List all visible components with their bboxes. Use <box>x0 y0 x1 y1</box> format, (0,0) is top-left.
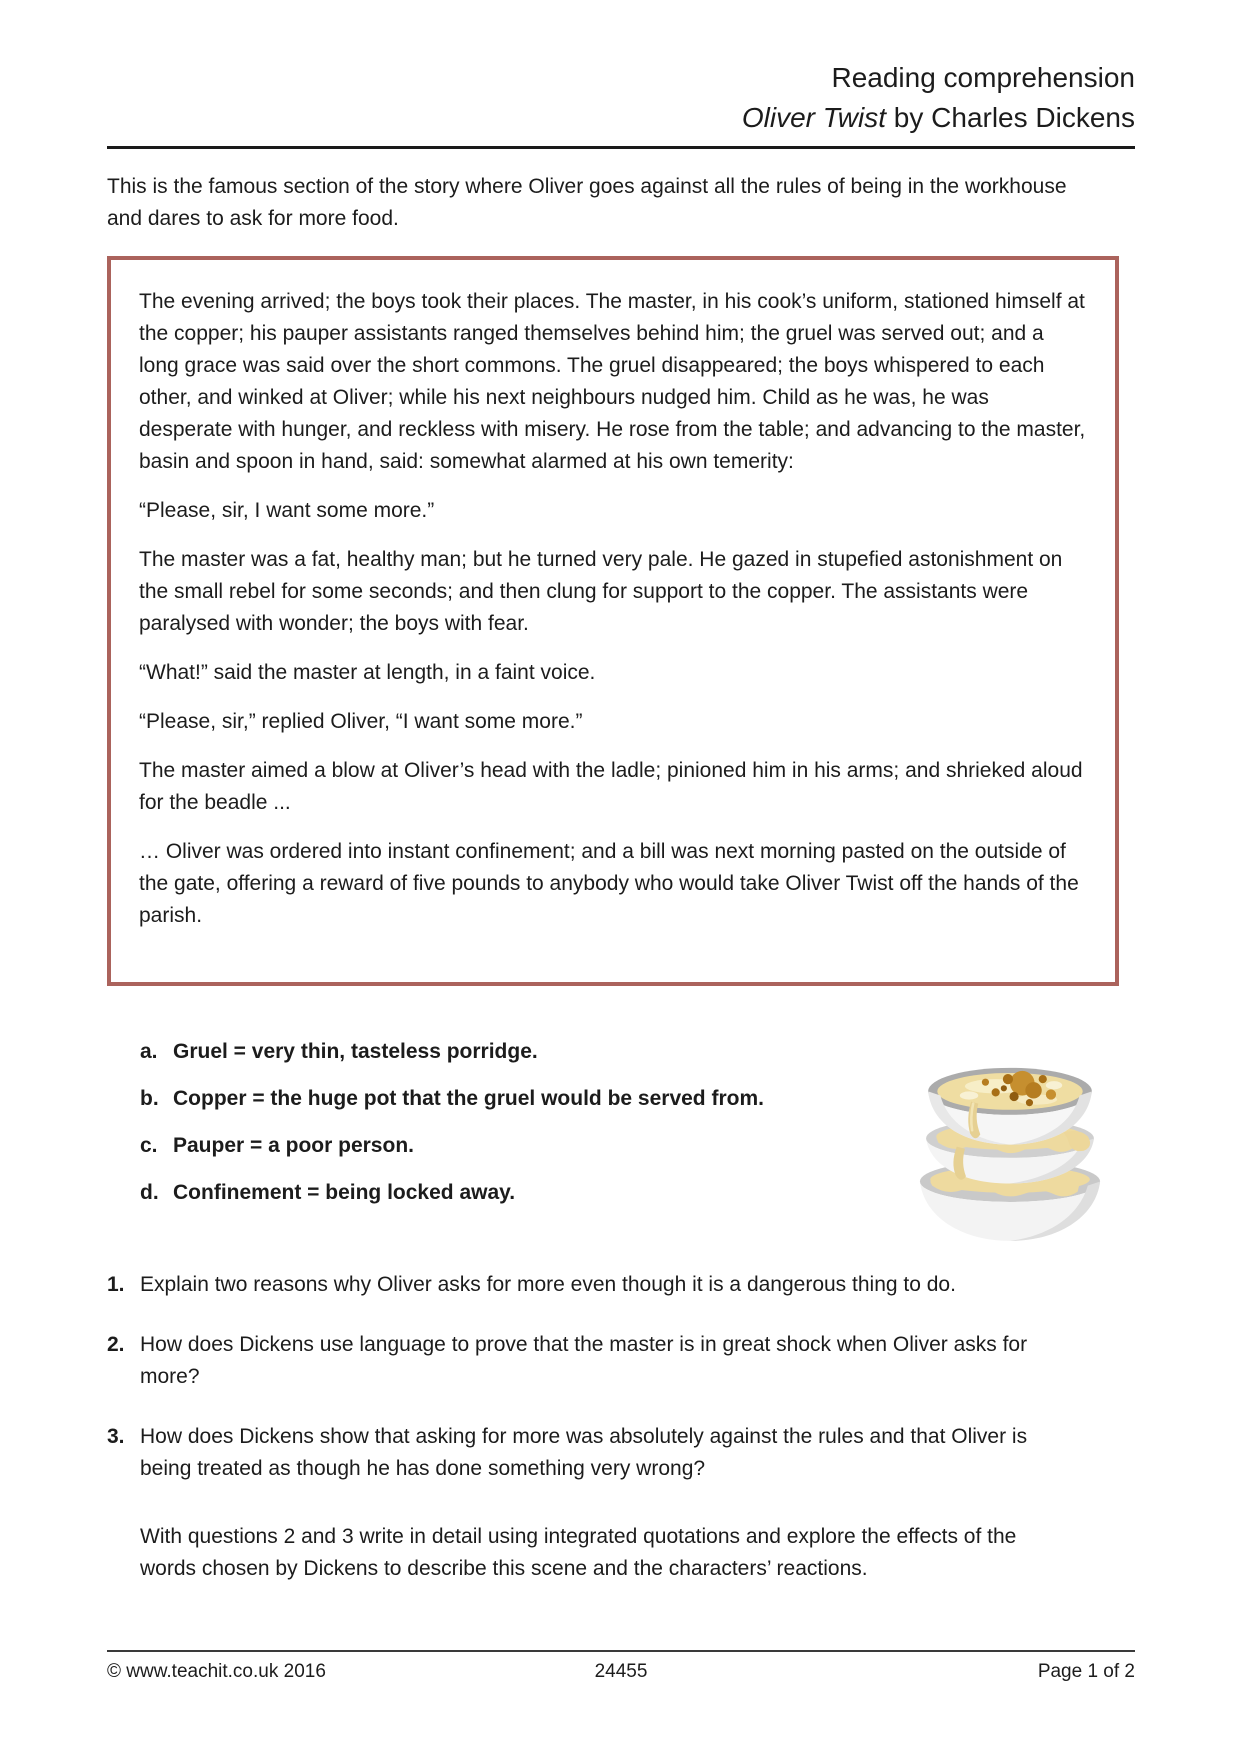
document-header <box>107 0 1135 149</box>
extract-paragraph: The master was a fat, healthy man; but he turned very pale. He gazed in stupefied astonishment on the small rebel for some seconds; and then clung for support to the copper. The assistants were paralysed with wonder; the boys with fear. <box>139 548 1063 635</box>
vocabulary-item <box>107 1083 807 1115</box>
question-number: 3. <box>107 1425 125 1448</box>
vocab-letter: b. <box>140 1087 159 1110</box>
question-item <box>107 1269 1135 1301</box>
vocabulary-list <box>107 1036 807 1209</box>
question-number: 1. <box>107 1273 125 1296</box>
vocabulary-item <box>107 1130 807 1162</box>
question-item <box>107 1421 1135 1485</box>
page-content <box>107 0 1136 1682</box>
book-title: Oliver Twist <box>741 102 887 133</box>
intro-paragraph: This is the famous section of the story where Oliver goes against all the rules of being in the workhouse and dares to ask for more food. <box>107 175 1067 230</box>
vocab-definition: Copper = the huge pot that the gruel would be served from. <box>173 1087 764 1110</box>
question-number: 2. <box>107 1333 125 1356</box>
footer-copyright: © www.teachit.co.uk 2016 <box>107 1661 326 1682</box>
page-title: Reading comprehension <box>831 62 1135 93</box>
extract-paragraph: The evening arrived; the boys took their places. The master, in his cook’s uniform, stationed himself at the copper; his pauper assistants ranged themselves behind him; the gruel was served out; and a long grace was said over the short commons. The gruel disappeared; the boys whispered to each other, and winked at Oliver; while his next neighbours nudged him. Child as he was, he was desperate with hunger, and reckless with misery. He rose from the table; and advancing to the master, basin and spoon in hand, said: somewhat alarmed at his own temerity: <box>139 290 1086 473</box>
extract-quote-box <box>107 256 1119 986</box>
vocab-definition: Pauper = a poor person. <box>173 1134 414 1157</box>
header-divider <box>107 146 1135 149</box>
vocab-definition: Gruel = very thin, tasteless porridge. <box>173 1040 538 1063</box>
question-text: Explain two reasons why Oliver asks for more even though it is a dangerous thing to do. <box>140 1273 956 1296</box>
question-text: How does Dickens show that asking for more was absolutely against the rules and that Oliver is being treated as though he has done something very wrong? <box>140 1425 1028 1480</box>
vocab-letter: a. <box>140 1040 158 1063</box>
extract-paragraph: “What!” said the master at length, in a faint voice. <box>139 661 596 684</box>
extract-paragraph: “Please, sir,” replied Oliver, “I want some more.” <box>139 710 583 733</box>
extract-paragraph: … Oliver was ordered into instant confinement; and a bill was next morning pasted on the outside of the gate, offering a reward of five pounds to anybody who would take Oliver Twist off the hands of the parish. <box>139 840 1079 927</box>
author-text: by Charles Dickens <box>886 102 1135 133</box>
instruction-note: With questions 2 and 3 write in detail using integrated quotations and explore the effects of the words chosen by Dickens to describe this scene and the characters’ reactions. <box>140 1525 1017 1580</box>
gruel-bowls-illustration-icon <box>905 1032 1115 1247</box>
page-footer <box>107 1650 1135 1683</box>
vocabulary-item <box>107 1036 807 1068</box>
vocab-definition: Confinement = being locked away. <box>173 1181 516 1204</box>
vocab-letter: c. <box>140 1134 158 1157</box>
extract-paragraph: “Please, sir, I want some more.” <box>139 499 435 522</box>
question-item <box>107 1329 1135 1393</box>
footer-resource-id: 24455 <box>594 1661 648 1682</box>
vocabulary-item <box>107 1177 807 1209</box>
question-list <box>107 1269 1135 1585</box>
page-subtitle <box>107 98 1135 138</box>
question-text: How does Dickens use language to prove that the master is in great shock when Oliver asks for more? <box>140 1333 1028 1388</box>
vocab-letter: d. <box>140 1181 159 1204</box>
extract-paragraph: The master aimed a blow at Oliver’s head with the ladle; pinioned him in his arms; and shrieked aloud for the beadle ... <box>139 759 1083 814</box>
footer-page-number: Page 1 of 2 <box>1037 1661 1136 1682</box>
